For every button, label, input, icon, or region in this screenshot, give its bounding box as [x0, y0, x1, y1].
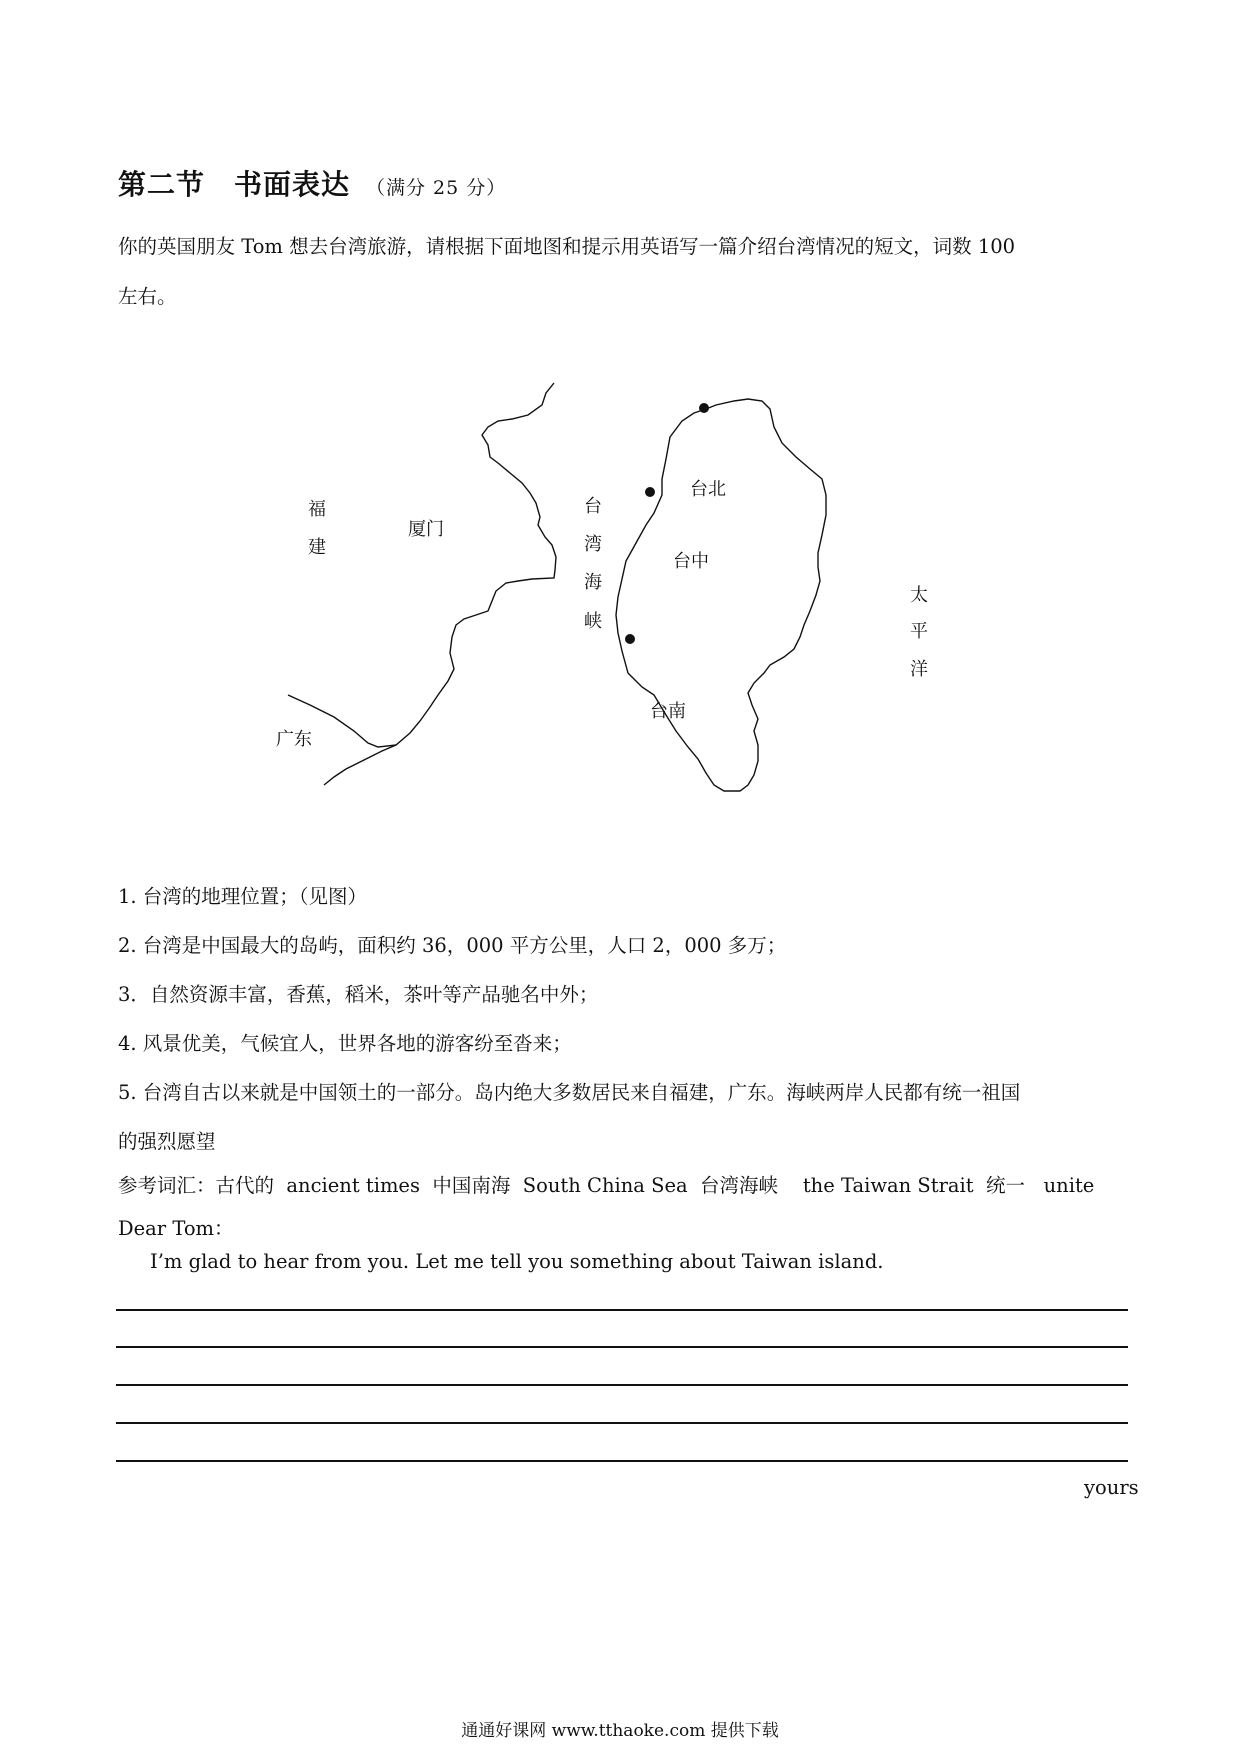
section-title-text: 第二节 书面表达: [118, 168, 351, 201]
writing-points: [118, 872, 1128, 1166]
label-tainan: 台南: [650, 701, 686, 722]
writing-line[interactable]: [116, 1422, 1128, 1424]
writing-line[interactable]: [116, 1309, 1128, 1311]
letter-greeting: Dear Tom：: [118, 1217, 234, 1240]
instructions-line: 你的英国朋友 Tom 想去台湾旅游，请根据下面地图和提示用英语写一篇介绍台湾情况的短文，词数 100: [118, 235, 1016, 258]
taiwan-island-outline: [616, 399, 826, 791]
point-item: 5. 台湾自古以来就是中国领土的一部分。岛内绝大多数居民来自福建，广东。海峡两岸人民都有统一祖国: [118, 1081, 1021, 1104]
point-item-continued: 的强烈愿望: [118, 1130, 216, 1153]
point-item: 3．自然资源丰富，香蕉，稻米，茶叶等产品驰名中外；: [118, 983, 599, 1006]
page-footer: 通通好课网 www.tthaoke.com 提供下载: [461, 1721, 779, 1741]
fujian-coastline: [324, 383, 556, 785]
point-item: 1. 台湾的地理位置；（见图）: [118, 885, 368, 908]
letter-closing: yours: [1084, 1476, 1139, 1499]
taipei-marker: [699, 403, 709, 413]
label-pacific-1: 太: [910, 585, 928, 606]
taiwan-map: [270, 375, 990, 865]
instructions-line: 左右。: [118, 285, 177, 308]
tainan-marker: [625, 634, 635, 644]
label-fujian-2: 建: [308, 537, 326, 558]
taichung-marker: [645, 487, 655, 497]
writing-line[interactable]: [116, 1384, 1128, 1386]
label-xiamen: 厦门: [408, 519, 444, 540]
label-strait-4: 峡: [584, 611, 602, 632]
label-pacific-3: 洋: [910, 659, 928, 680]
point-item: 2. 台湾是中国最大的岛屿，面积约 36，000 平方公里，人口 2，000 多万；: [118, 934, 787, 957]
label-strait-3: 海: [584, 572, 602, 593]
reference-vocabulary: 参考词汇：古代的 ancient times 中国南海 South China Sea 台湾海峡 the Taiwan Strait 统一 unite: [118, 1174, 1095, 1197]
task-instructions: [118, 222, 1128, 322]
point-item: 4. 风景优美，气候宜人，世界各地的游客纷至沓来；: [118, 1032, 572, 1055]
letter-opening: I’m glad to hear from you. Let me tell you something about Taiwan island.: [150, 1250, 884, 1273]
writing-line[interactable]: [116, 1346, 1128, 1348]
section-score: （满分 25 分）: [366, 177, 507, 199]
writing-line[interactable]: [116, 1460, 1128, 1462]
label-taipei: 台北: [690, 479, 726, 500]
label-guangdong: 广东: [276, 729, 312, 750]
label-strait-1: 台: [584, 496, 602, 517]
section-title: [118, 163, 506, 203]
label-fujian-1: 福: [308, 499, 326, 520]
label-strait-2: 湾: [584, 534, 602, 555]
label-pacific-2: 平: [910, 621, 928, 642]
label-taichung: 台中: [673, 551, 709, 572]
